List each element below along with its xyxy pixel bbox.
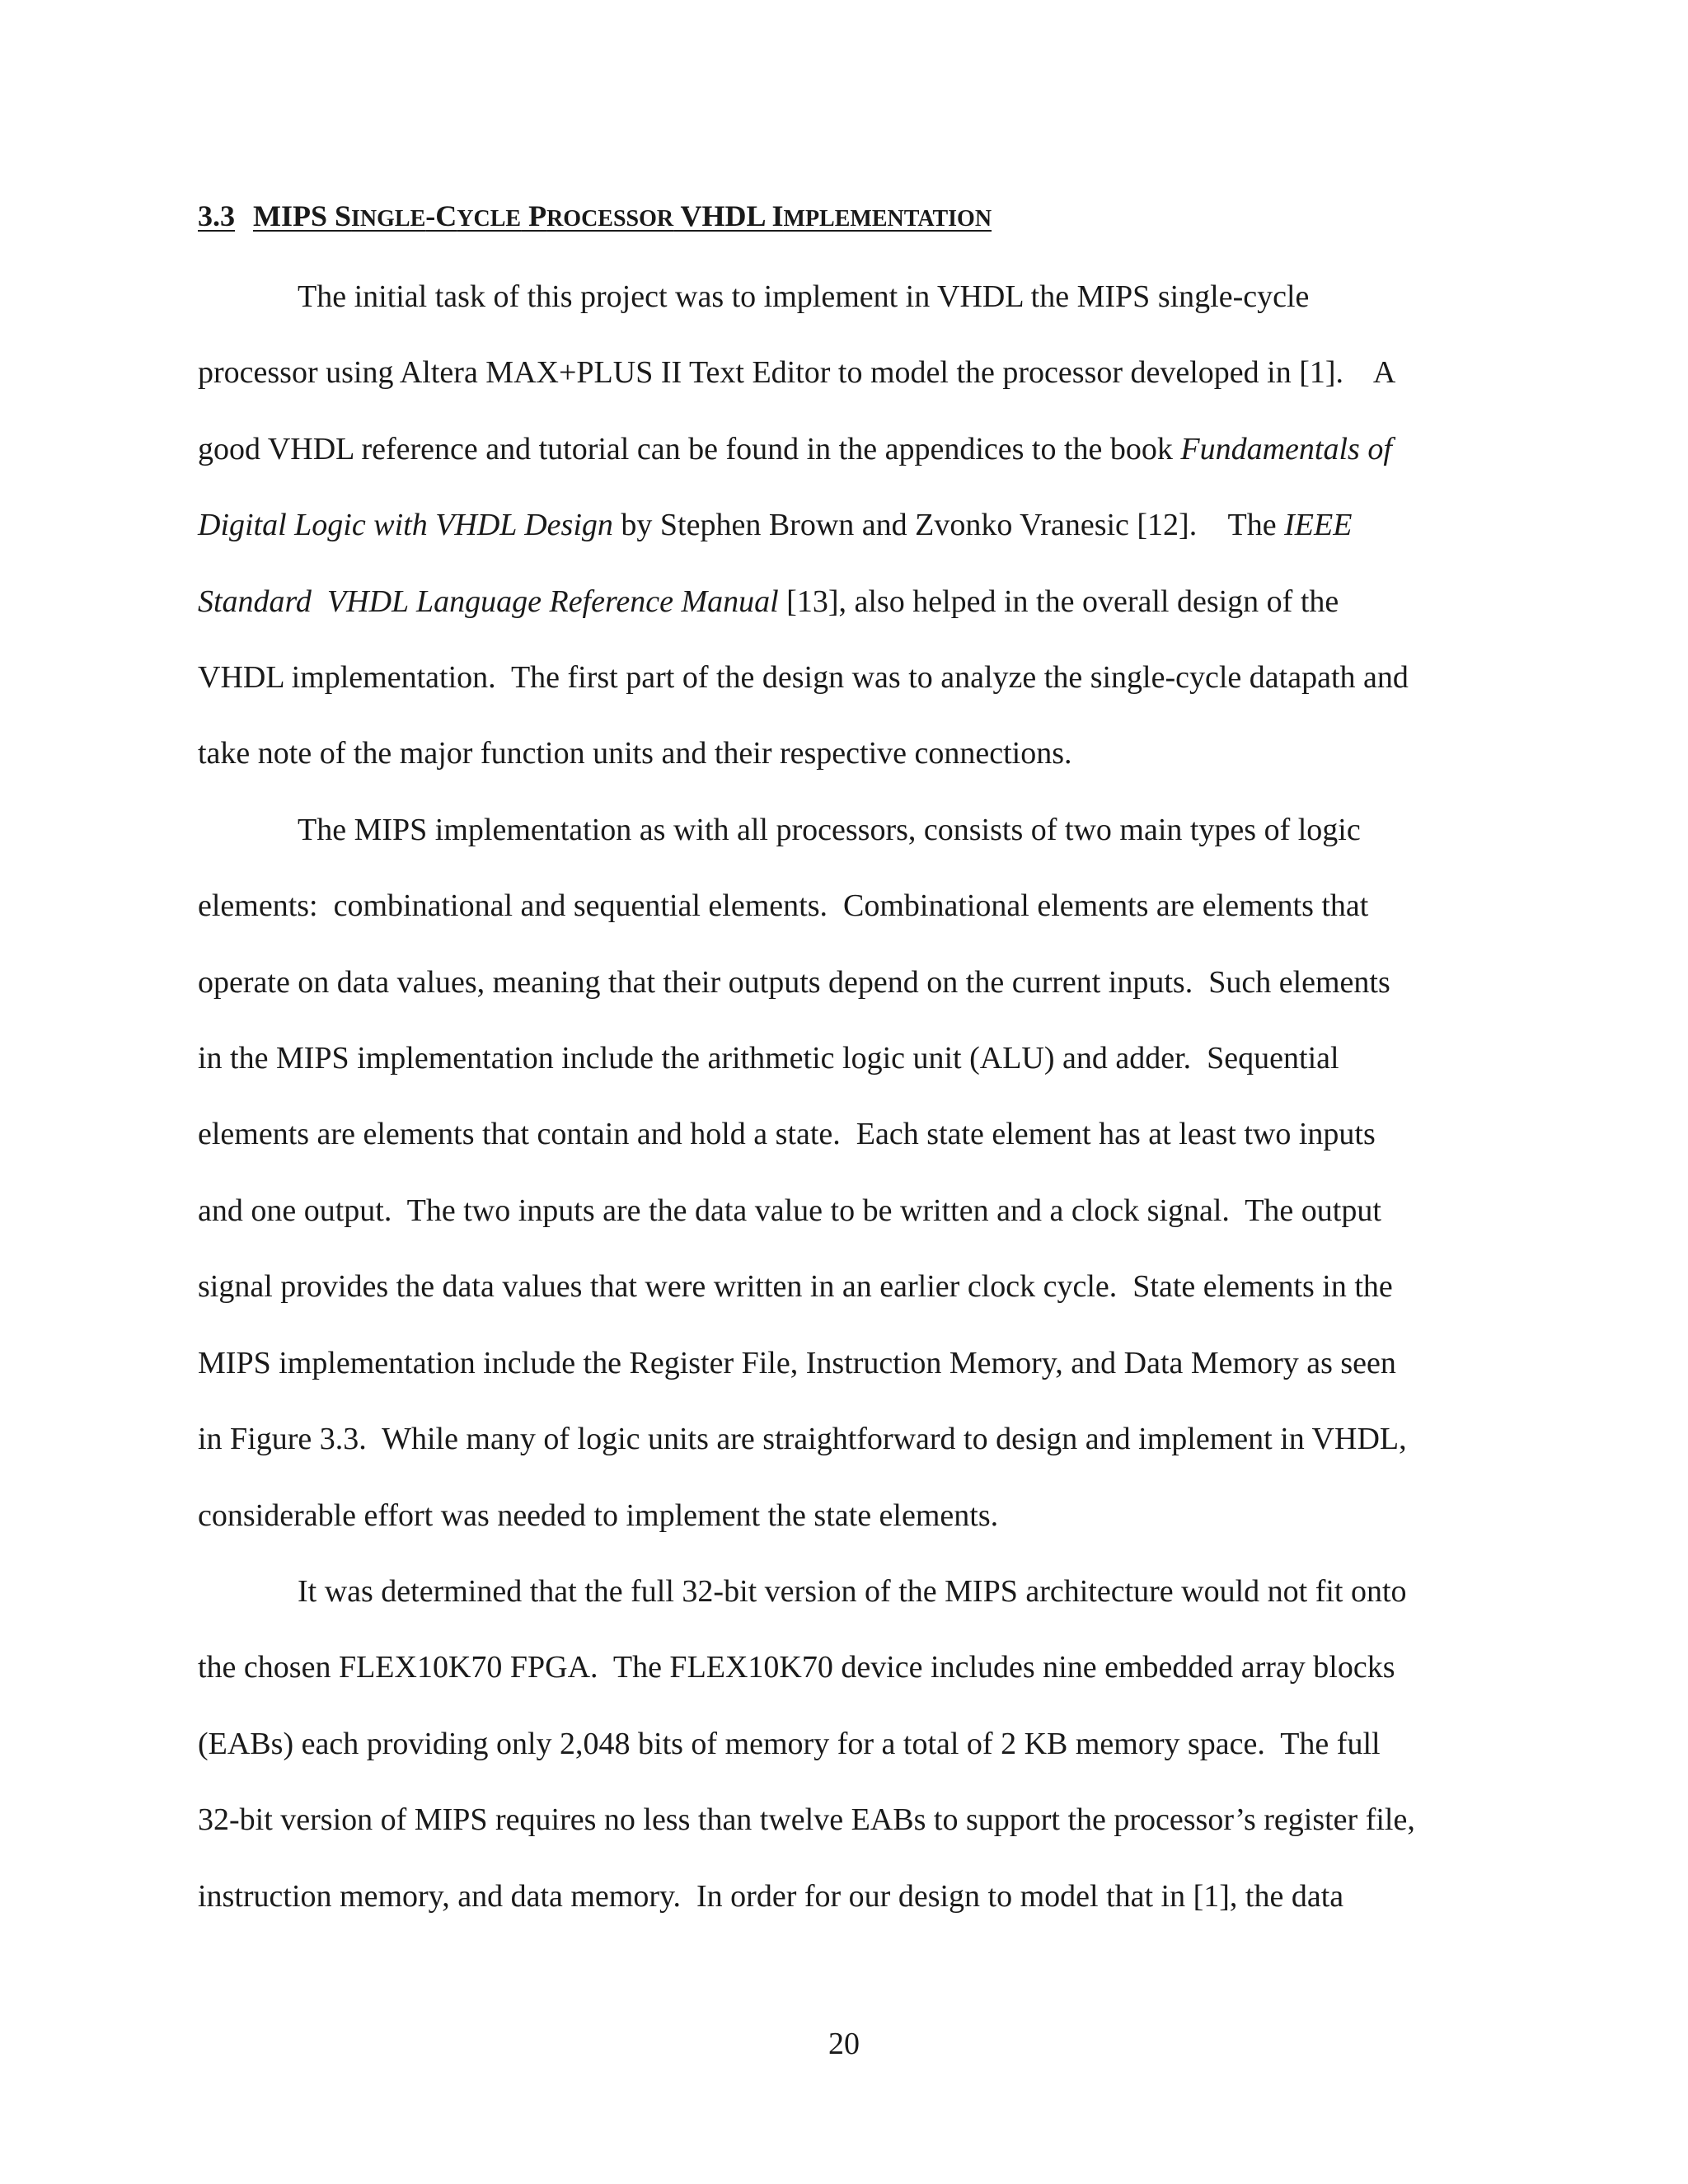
page-number: 20: [828, 2027, 860, 2061]
text-run: The initial task of this project was to implement in VHDL the MIPS single-cycle: [298, 279, 1310, 314]
text-line: [198, 1325, 1500, 1401]
section-heading: [198, 198, 1500, 237]
text-line: [198, 1401, 1500, 1477]
text-run: processor using Altera MAX+PLUS II Text Editor to model the processor developed in [1]. A: [198, 355, 1396, 391]
text-run: elements are elements that contain and hold a state. Each state element has at least two inputs: [198, 1117, 1376, 1152]
heading-part-small: YCLE: [457, 206, 522, 232]
document-page: [198, 198, 1500, 1934]
heading-part-small: MPLEMENTATION: [783, 206, 992, 232]
heading-part-large: -C: [425, 199, 457, 232]
body-text: [198, 259, 1500, 1934]
paragraph: [198, 259, 1500, 792]
text-run: MIPS implementation include the Register File, Instruction Memory, and Data Memory as seen: [198, 1345, 1396, 1380]
text-line: [198, 1249, 1500, 1324]
text-line: [198, 411, 1500, 487]
heading-part-small: ROCESSOR: [546, 206, 674, 232]
text-line: [198, 868, 1500, 944]
section-number: 3.3: [198, 199, 235, 232]
italic-title: Standard VHDL Language Reference Manual: [198, 583, 779, 619]
text-run: take note of the major function units and their respective connections.: [198, 736, 1072, 771]
text-line: [198, 1858, 1500, 1934]
text-line: [198, 1020, 1500, 1096]
text-line: [198, 1554, 1500, 1629]
text-run: It was determined that the full 32-bit version of the MIPS architecture would not fit onto: [298, 1573, 1407, 1609]
text-line: [198, 1706, 1500, 1782]
text-run: 32-bit version of MIPS requires no less than twelve EABs to support the processor’s register file,: [198, 1802, 1415, 1838]
text-run: signal provides the data values that were written in an earlier clock cycle. State elements in the: [198, 1269, 1393, 1305]
paragraph: [198, 792, 1500, 1554]
italic-title: Digital Logic with VHDL Design: [198, 508, 613, 543]
text-run: the chosen FLEX10K70 FPGA. The FLEX10K70 device includes nine embedded array blocks: [198, 1650, 1395, 1685]
text-line: [198, 640, 1500, 715]
text-run: in the MIPS implementation include the arithmetic logic unit (ALU) and adder. Sequential: [198, 1041, 1339, 1076]
text-run: good VHDL reference and tutorial can be found in the appendices to the book: [198, 431, 1181, 466]
text-line: [198, 1478, 1500, 1554]
text-line: [198, 1096, 1500, 1172]
text-line: [198, 1629, 1500, 1705]
text-run: (EABs) each providing only 2,048 bits of memory for a total of 2 KB memory space. The full: [198, 1726, 1381, 1761]
italic-title: Fundamentals of: [1180, 431, 1392, 466]
text-line: [198, 944, 1500, 1020]
text-run: elements: combinational and sequential elements. Combinational elements are elements that: [198, 888, 1369, 924]
text-run: The MIPS implementation as with all processors, consists of two main types of logic: [298, 812, 1361, 847]
text-run: and one output. The two inputs are the data value to be written and a clock signal. The output: [198, 1193, 1381, 1228]
text-line: [198, 259, 1500, 335]
heading-part-large: MIPS S: [253, 199, 352, 232]
text-line: [198, 487, 1500, 563]
text-line: [198, 1782, 1500, 1858]
text-line: [198, 792, 1500, 868]
text-line: [198, 564, 1500, 640]
heading-part-large: P: [521, 199, 547, 232]
italic-title: IEEE: [1284, 508, 1353, 543]
text-run: by Stephen Brown and Zvonko Vranesic [12]. The: [612, 508, 1285, 543]
text-line: [198, 1173, 1500, 1249]
text-run: [13], also helped in the overall design of the: [778, 583, 1339, 619]
heading-part-large: VHDL I: [673, 199, 784, 232]
text-run: considerable effort was needed to implement the state elements.: [198, 1497, 999, 1533]
text-line: [198, 335, 1500, 410]
text-line: [198, 715, 1500, 791]
heading-part-small: INGLE: [351, 206, 426, 232]
text-run: operate on data values, meaning that their outputs depend on the current inputs. Such elements: [198, 964, 1390, 1000]
text-run: instruction memory, and data memory. In order for our design to model that in [1], the data: [198, 1878, 1344, 1914]
text-run: in Figure 3.3. While many of logic units are straightforward to design and implement in VHDL,: [198, 1422, 1407, 1457]
paragraph: [198, 1554, 1500, 1934]
text-run: VHDL implementation. The first part of the design was to analyze the single-cycle datapath and: [198, 660, 1409, 696]
section-title: [253, 199, 992, 232]
